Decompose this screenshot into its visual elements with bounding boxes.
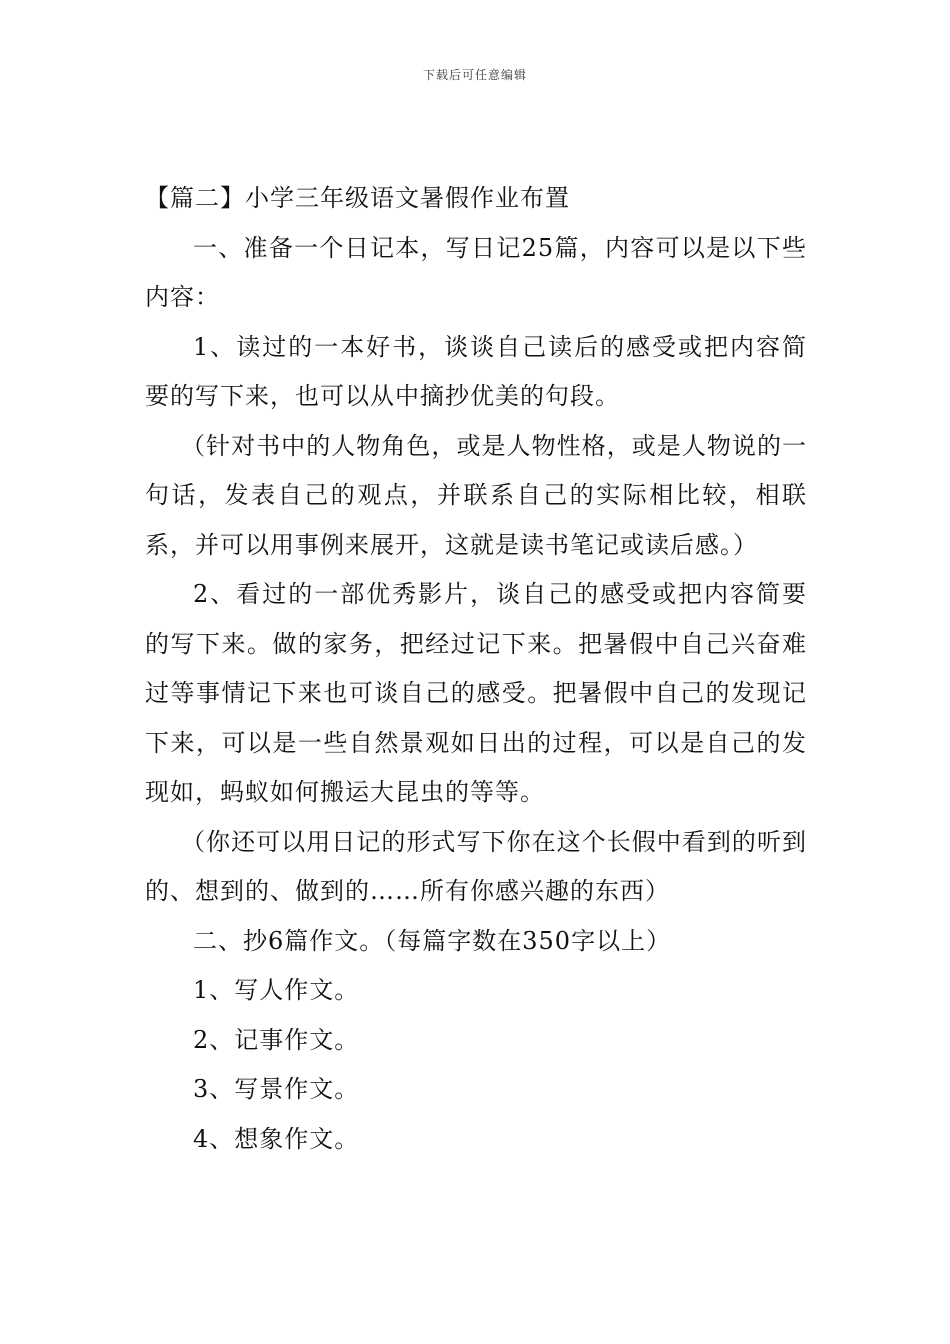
paragraph-task-one: 一、准备一个日记本，写日记25篇，内容可以是以下些内容： [145, 233, 807, 311]
document-body [145, 174, 807, 1164]
list-item-writing-people: 1、写人作文。 [193, 976, 360, 1004]
list-item-writing-events: 2、记事作文。 [193, 1025, 360, 1054]
document-title: 【篇二】小学三年级语文暑假作业布置 [145, 184, 570, 212]
paragraph-film-and-experience: 2、看过的一部优秀影片，谈自己的感受或把内容简要的写下来。做的家务，把经过记下来。把暑假中自己兴奋难过等事情记下来也可谈自己的感受。把暑假中自己的发现记下来，可以是一些自然景观如日出的过程，可以是自己的发现如，蚂蚁如何搬运大昆虫的等等。 [145, 580, 807, 806]
paragraph-task-two: 二、抄6篇作文。（每篇字数在350字以上） [193, 926, 672, 955]
list-item-writing-scenery: 3、写景作文。 [193, 1075, 360, 1103]
paragraph-diary-freeform: （你还可以用日记的形式写下你在这个长假中看到的听到的、想到的、做到的……所有你感兴趣的东西） [145, 827, 807, 905]
header-note: 下载后可任意编辑 [422, 68, 527, 82]
paragraph-book-reading: 1、读过的一本好书，谈谈自己读后的感受或把内容简要的写下来，也可以从中摘抄优美的句段。 [145, 332, 807, 410]
paragraph-book-notes-guidance: （针对书中的人物角色，或是人物性格，或是人物说的一句话，发表自己的观点，并联系自己的实际相比较，相联系，并可以用事例来展开，这就是读书笔记或读后感。） [145, 431, 807, 559]
list-item-writing-imagination: 4、想象作文。 [193, 1124, 360, 1153]
